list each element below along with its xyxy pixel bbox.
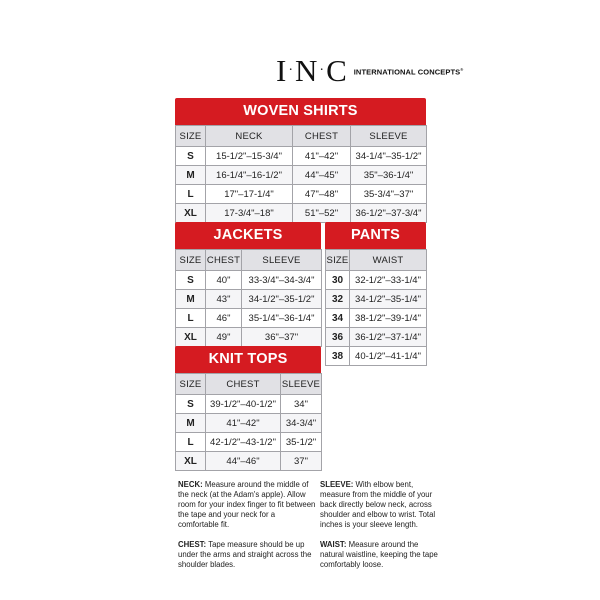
chest-cell: 42-1/2"–43-1/2" bbox=[206, 433, 281, 452]
jackets-table bbox=[175, 222, 321, 347]
sleeve-cell: 35-3/4"–37" bbox=[351, 185, 427, 204]
waist-cell: 38-1/2"–39-1/4" bbox=[350, 309, 427, 328]
sleeve-cell: 33-3/4"–34-3/4" bbox=[242, 271, 322, 290]
col-header-sleeve: SLEEVE bbox=[281, 374, 322, 395]
neck-note-text: Measure around the middle of the neck (at the Adam's apple). Allow room for your index finger to fit between the tape and your neck for a comfortable fit. bbox=[178, 480, 316, 529]
brand-logo bbox=[276, 52, 463, 88]
sleeve-cell: 35-1/4"–36-1/4" bbox=[242, 309, 322, 328]
chest-cell: 44"–45" bbox=[293, 166, 351, 185]
waist-note bbox=[320, 540, 442, 570]
chest-cell: 40" bbox=[206, 271, 242, 290]
sleeve-cell: 35-1/2" bbox=[281, 433, 322, 452]
table-row bbox=[176, 433, 322, 452]
chest-note bbox=[178, 540, 316, 570]
size-cell: S bbox=[176, 147, 206, 166]
knit-tops-grid bbox=[175, 373, 322, 471]
size-cell: S bbox=[176, 271, 206, 290]
table-row bbox=[176, 166, 427, 185]
table-row bbox=[326, 290, 427, 309]
table-header-row bbox=[176, 374, 322, 395]
size-cell: 32 bbox=[326, 290, 350, 309]
size-cell: L bbox=[176, 433, 206, 452]
neck-note bbox=[178, 480, 316, 530]
neck-cell: 16-1/4"–16-1/2" bbox=[206, 166, 293, 185]
size-cell: XL bbox=[176, 328, 206, 347]
waist-note-label: WAIST: bbox=[320, 540, 347, 549]
sleeve-note-label: SLEEVE: bbox=[320, 480, 354, 489]
table-row bbox=[176, 290, 322, 309]
table-row bbox=[176, 185, 427, 204]
sleeve-note-text: With elbow bent, measure from the middle of your back directly below neck, across shoulder and elbow to wrist. Total inches is your sleeve length. bbox=[320, 480, 436, 529]
col-header-neck: NECK bbox=[206, 126, 293, 147]
sleeve-note bbox=[320, 480, 442, 530]
table-header-row bbox=[176, 126, 427, 147]
registered-mark: ® bbox=[460, 67, 464, 73]
col-header-size: SIZE bbox=[326, 250, 350, 271]
size-cell: 36 bbox=[326, 328, 350, 347]
inc-logo: I·N·C bbox=[276, 52, 348, 88]
size-cell: 38 bbox=[326, 347, 350, 366]
knit-tops-table bbox=[175, 346, 321, 471]
chest-cell: 47"–48" bbox=[293, 185, 351, 204]
pants-grid bbox=[325, 249, 427, 366]
chest-cell: 51"–52" bbox=[293, 204, 351, 223]
col-header-size: SIZE bbox=[176, 250, 206, 271]
sleeve-cell: 36-1/2"–37-3/4" bbox=[351, 204, 427, 223]
neck-cell: 15-1/2"–15-3/4" bbox=[206, 147, 293, 166]
table-row bbox=[176, 328, 322, 347]
sleeve-cell: 36"–37" bbox=[242, 328, 322, 347]
knit-tops-title: KNIT TOPS bbox=[175, 346, 321, 373]
sleeve-cell: 35"–36-1/4" bbox=[351, 166, 427, 185]
col-header-sleeve: SLEEVE bbox=[242, 250, 322, 271]
waist-note-text: Measure around the natural waistline, keeping the tape comfortably loose. bbox=[320, 540, 438, 569]
size-cell: S bbox=[176, 395, 206, 414]
table-row bbox=[326, 271, 427, 290]
col-header-chest: CHEST bbox=[206, 374, 281, 395]
woven-shirts-grid bbox=[175, 125, 427, 223]
col-header-waist: WAIST bbox=[350, 250, 427, 271]
waist-cell: 36-1/2"–37-1/4" bbox=[350, 328, 427, 347]
chest-note-text: Tape measure should be up under the arms and straight across the shoulder blades. bbox=[178, 540, 312, 569]
col-header-sleeve: SLEEVE bbox=[351, 126, 427, 147]
size-cell: 30 bbox=[326, 271, 350, 290]
neck-cell: 17"–17-1/4" bbox=[206, 185, 293, 204]
table-header-row bbox=[326, 250, 427, 271]
brand-name: INTERNATIONAL CONCEPTS® bbox=[353, 67, 464, 77]
table-row bbox=[176, 147, 427, 166]
col-header-size: SIZE bbox=[176, 374, 206, 395]
size-cell: M bbox=[176, 166, 206, 185]
sleeve-cell: 37" bbox=[281, 452, 322, 471]
pants-title: PANTS bbox=[325, 222, 426, 249]
size-cell: M bbox=[176, 290, 206, 309]
sleeve-cell: 34-1/4"–35-1/2" bbox=[351, 147, 427, 166]
logo-letter-n: N bbox=[295, 52, 319, 88]
logo-letter-c: C bbox=[326, 52, 348, 88]
table-row bbox=[176, 452, 322, 471]
chest-cell: 44"–46" bbox=[206, 452, 281, 471]
chest-note-label: CHEST: bbox=[178, 540, 207, 549]
size-cell: XL bbox=[176, 452, 206, 471]
woven-shirts-table bbox=[175, 98, 426, 223]
sleeve-cell: 34-1/2"–35-1/2" bbox=[242, 290, 322, 309]
chest-cell: 43" bbox=[206, 290, 242, 309]
neck-note-label: NECK: bbox=[178, 480, 203, 489]
size-cell: XL bbox=[176, 204, 206, 223]
chest-cell: 49" bbox=[206, 328, 242, 347]
chest-cell: 41"–42" bbox=[293, 147, 351, 166]
table-row bbox=[176, 395, 322, 414]
table-row bbox=[326, 347, 427, 366]
sleeve-cell: 34-3/4" bbox=[281, 414, 322, 433]
col-header-size: SIZE bbox=[176, 126, 206, 147]
jackets-title: JACKETS bbox=[175, 222, 321, 249]
table-row bbox=[176, 204, 427, 223]
size-cell: L bbox=[176, 185, 206, 204]
logo-letter-i: I bbox=[276, 52, 288, 88]
table-header-row bbox=[176, 250, 322, 271]
size-cell: L bbox=[176, 309, 206, 328]
table-row bbox=[326, 328, 427, 347]
neck-cell: 17-3/4"–18" bbox=[206, 204, 293, 223]
chest-cell: 46" bbox=[206, 309, 242, 328]
table-row bbox=[176, 414, 322, 433]
notes-right-column bbox=[320, 480, 442, 580]
waist-cell: 32-1/2"–33-1/4" bbox=[350, 271, 427, 290]
table-row bbox=[176, 271, 322, 290]
sleeve-cell: 34" bbox=[281, 395, 322, 414]
chest-cell: 41"–42" bbox=[206, 414, 281, 433]
table-row bbox=[326, 309, 427, 328]
pants-table bbox=[325, 222, 426, 366]
woven-shirts-title: WOVEN SHIRTS bbox=[175, 98, 426, 125]
chest-cell: 39-1/2"–40-1/2" bbox=[206, 395, 281, 414]
size-cell: M bbox=[176, 414, 206, 433]
col-header-chest: CHEST bbox=[293, 126, 351, 147]
waist-cell: 34-1/2"–35-1/4" bbox=[350, 290, 427, 309]
col-header-chest: CHEST bbox=[206, 250, 242, 271]
jackets-grid bbox=[175, 249, 322, 347]
waist-cell: 40-1/2"–41-1/4" bbox=[350, 347, 427, 366]
table-row bbox=[176, 309, 322, 328]
size-cell: 34 bbox=[326, 309, 350, 328]
notes-left-column bbox=[178, 480, 316, 580]
